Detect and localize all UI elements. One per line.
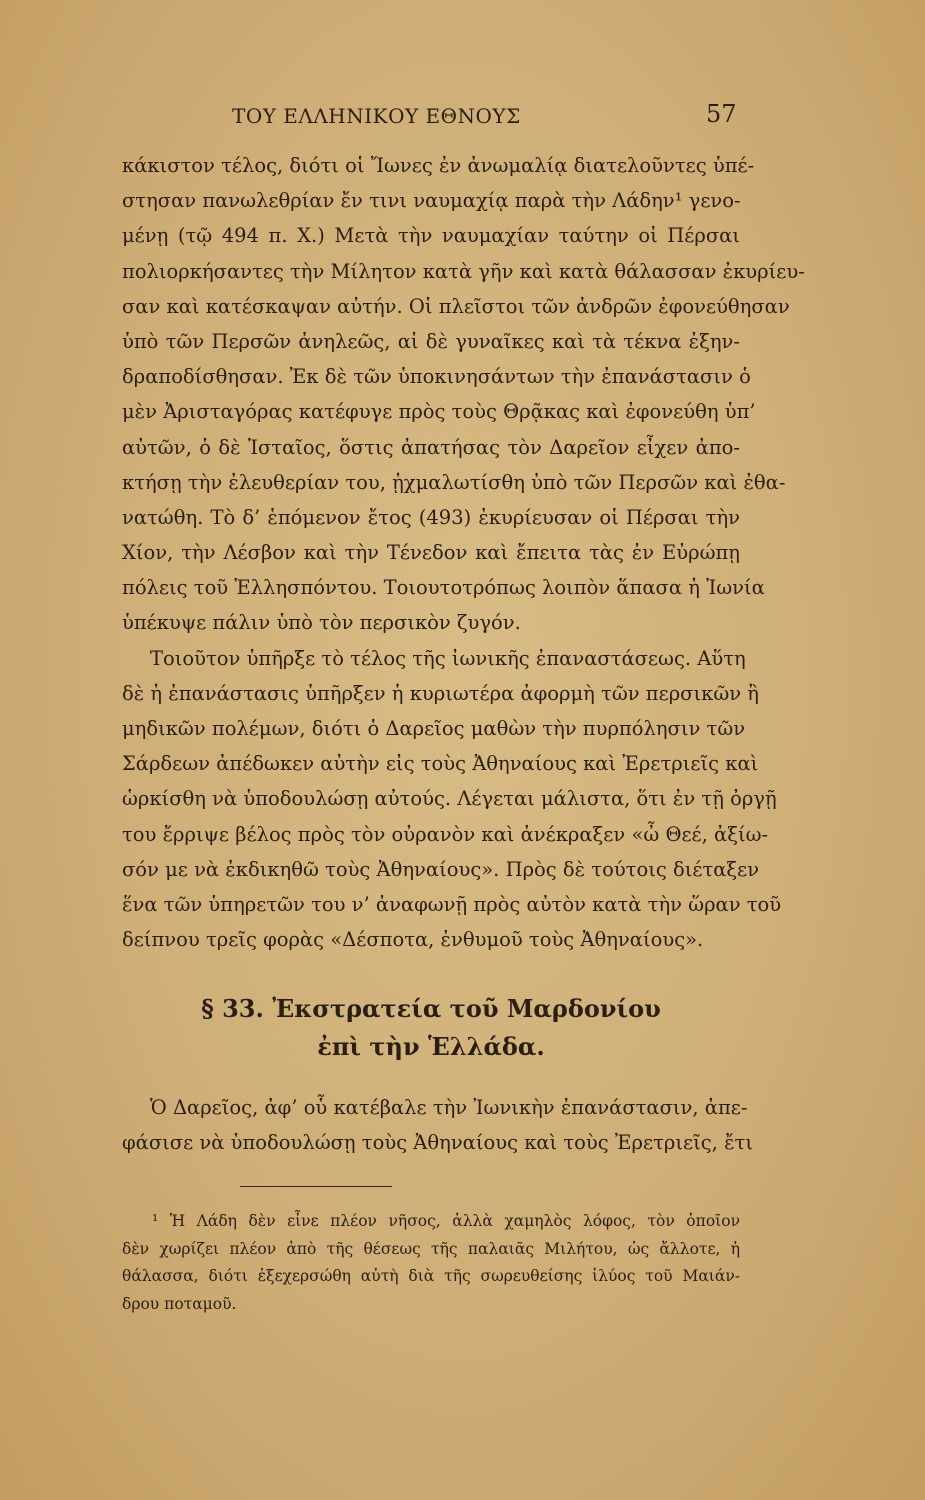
footnote-rule — [240, 1186, 392, 1187]
footnote-line: δὲν χωρίζει πλέον ἀπὸ τῆς θέσεως τῆς παλαιᾶς Μιλήτου, ὡς ἄλλοτε, ἡ — [122, 1239, 740, 1258]
running-title: ΤΟΥ ΕΛΛΗΝΙΚΟΥ ΕΘΝΟΥΣ — [232, 104, 521, 128]
text-line: σαν καὶ κατέσκαψαν αὐτήν. Οἱ πλεῖστοι τῶν ἀνδρῶν ἐφονεύθησαν — [122, 294, 790, 318]
text-line: ὑπὸ τῶν Περσῶν ἀνηλεῶς, αἱ δὲ γυναῖκες καὶ τὰ τέκνα ἐξην- — [122, 329, 740, 353]
text-line: ἕνα τῶν ὑπηρετῶν του ν’ ἀναφωνῇ πρὸς αὐτὸν κατὰ τὴν ὥραν τοῦ — [122, 892, 782, 916]
text-line: αὐτῶν, ὁ δὲ Ἱσταῖος, ὅστις ἀπατήσας τὸν Δαρεῖον εἶχεν ἀπο- — [122, 435, 740, 459]
text-line: κάκιστον τέλος, διότι οἱ Ἴωνες ἐν ἀνωμαλίᾳ διατελοῦντες ὑπέ- — [122, 154, 755, 177]
text-line: πόλεις τοῦ Ἑλλησπόντου. Τοιουτοτρόπως λοιπὸν ἅπασα ἡ Ἰωνία — [122, 576, 765, 600]
text-line: Ὁ Δαρεῖος, ἀφ’ οὗ κατέβαλε τὴν Ἰωνικὴν ἐπανάστασιν, ἀπε- — [150, 1096, 748, 1119]
text-line: μηδικῶν πολέμων, διότι ὁ Δαρεῖος μαθὼν τὴν πυρπόλησιν τῶν — [122, 717, 746, 740]
text-line: Χίον, τὴν Λέσβον καὶ τὴν Τένεδον καὶ ἔπειτα τὰς ἐν Εὐρώπῃ — [122, 541, 740, 565]
text-line: Σάρδεων ἀπέδωκεν αὐτὴν εἰς τοὺς Ἀθηναίους καὶ Ἐρετριεῖς καὶ — [122, 752, 759, 776]
text-line: φάσισε νὰ ὑποδουλώσῃ τοὺς Ἀθηναίους καὶ τοὺς Ἐρετριεῖς, ἔτι — [122, 1131, 753, 1155]
footnote-line: θάλασσα, διότι ἐξεχερσώθη αὐτὴ διὰ τῆς σωρευθείσης ἰλύος τοῦ Μαιάν- — [122, 1267, 740, 1285]
main-text — [122, 148, 805, 957]
text-line: ὡρκίσθη νὰ ὑποδουλώσῃ αὐτούς. Λέγεται μάλιστα, ὅτι ἐν τῇ ὀργῇ — [122, 787, 777, 811]
text-line: του ἔρριψε βέλος πρὸς τὸν οὐρανὸν καὶ ἀνέκραξεν «ὦ Θεέ, ἀξίω- — [122, 822, 769, 846]
section-heading-line: ἐπὶ τὴν Ἑλλάδα. — [317, 1032, 545, 1061]
text-line: πολιορκήσαντες τὴν Μίλητον κατὰ γῆν καὶ κατὰ θάλασσαν ἐκυρίευ- — [122, 259, 805, 283]
text-line: δὲ ἡ ἐπανάστασις ὑπῆρξεν ἡ κυριωτέρα ἀφορμὴ τῶν περσικῶν ἢ — [122, 681, 759, 705]
text-line: σόν με νὰ ἐκδικηθῶ τοὺς Ἀθηναίους». Πρὸς δὲ τούτοις διέταξεν — [122, 857, 760, 881]
page-number: 57 — [706, 100, 737, 128]
footnote-line: δρου ποταμοῦ. — [122, 1294, 237, 1313]
footnote — [122, 1208, 740, 1318]
text-line: στησαν πανωλεθρίαν ἔν τινι ναυμαχίᾳ παρὰ τὴν Λάδην¹ γενο- — [122, 189, 741, 213]
text-line: νατώθη. Τὸ δ’ ἑπόμενον ἔτος (493) ἐκυρίευσαν οἱ Πέρσαι τὴν — [122, 505, 740, 529]
footnote-line: ¹ Ἡ Λάδη δὲν εἶνε πλέον νῆσος, ἀλλὰ χαμηλὸς λόφος, τὸν ὁποῖον — [152, 1212, 740, 1230]
text-line: Τοιοῦτον ὑπῆρξε τὸ τέλος τῆς ἰωνικῆς ἐπαναστάσεως. Αὕτη — [150, 646, 746, 670]
text-line: κτήσῃ τὴν ἐλευθερίαν του, ᾐχμαλωτίσθη ὑπὸ τῶν Περσῶν καὶ ἐθα- — [122, 470, 786, 494]
page-header — [0, 100, 925, 136]
text-line: δραποδίσθησαν. Ἐκ δὲ τῶν ὑποκινησάντων τὴν ἐπανάστασιν ὁ — [122, 365, 751, 389]
section-heading — [122, 990, 740, 1066]
text-line: ὑπέκυψε πάλιν ὑπὸ τὸν περσικὸν ζυγόν. — [122, 611, 521, 635]
text-line: δείπνου τρεῖς φορὰς «Δέσποτα, ἐνθυμοῦ τοὺς Ἀθηναίους». — [122, 928, 704, 952]
section-text — [122, 1090, 753, 1160]
text-line: μὲν Ἀρισταγόρας κατέφυγε πρὸς τοὺς Θρᾷκας καὶ ἐφονεύθη ὑπ’ — [122, 400, 756, 424]
text-line: μένῃ (τῷ 494 π. Χ.) Μετὰ τὴν ναυμαχίαν ταύτην οἱ Πέρσαι — [122, 224, 740, 248]
section-heading-line: § 33. Ἐκστρατεία τοῦ Μαρδονίου — [201, 994, 661, 1023]
